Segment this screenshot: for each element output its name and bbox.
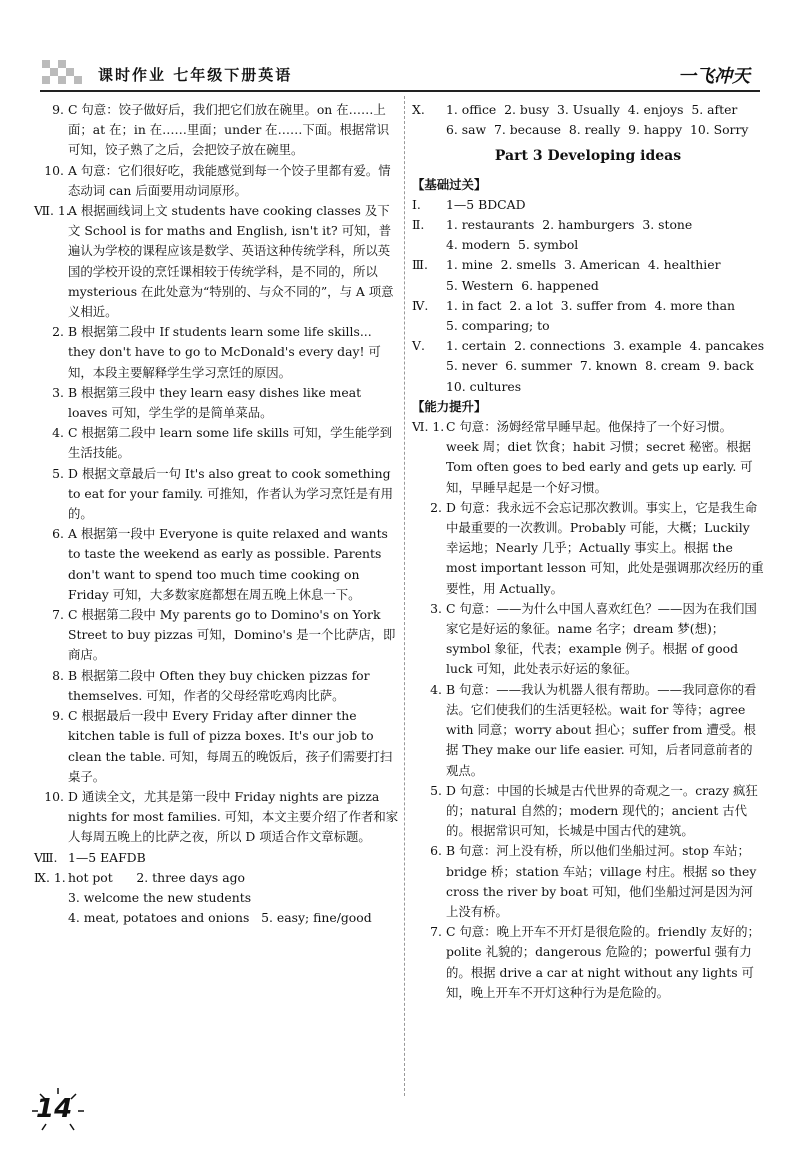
answer-number: 5. xyxy=(52,465,64,481)
right-column xyxy=(412,100,764,1003)
answer-text: C 句意：汤姆经常早睡早起。他保持了一个好习惯。week 周；diet 饮食；habit 习惯；secret 秘密。根据 Tom often goes to bed early and gets up early. 可知，早睡早起是一个好习惯。 xyxy=(446,419,755,495)
answer-line: 1. in fact 2. a lot 3. suffer from 4. more than xyxy=(446,297,735,313)
answer-entry xyxy=(34,524,400,605)
answer-text: 1—5 EAFDB xyxy=(68,849,146,865)
basic-section xyxy=(412,195,764,397)
ability-section xyxy=(412,417,764,1003)
answer-number: Ⅵ. 1. xyxy=(412,419,445,435)
answer-text: 3. welcome the new students xyxy=(68,889,252,905)
answer-entry xyxy=(34,201,400,322)
answer-text: D 句意：我永远不会忘记那次教训。事实上，它是我生命中最重要的一次教训。Probably 可能，大概；Luckily 幸运地；Nearly 几乎；Actually 事实上。根据 the most important lesson 可知，此处是强调那次经历的重要性，用 Actually。 xyxy=(446,499,764,596)
answer-text: A 根据第一段中 Everyone is quite relaxed and wants to taste the weekend as early as possible. Parents don't want to spend too much time cooking on Friday 可知，大多数家庭都想在周五晚上休息一下。 xyxy=(68,526,392,602)
answer-number: 9. xyxy=(52,708,64,724)
part-title: Part 3 Developing ideas xyxy=(494,148,682,165)
answer-number: 2. xyxy=(52,324,64,340)
left-column xyxy=(34,100,400,928)
answer-entry xyxy=(34,787,400,848)
basic-item xyxy=(412,296,764,336)
checker-decoration xyxy=(42,60,90,86)
book-title: 课时作业 七年级下册英语 xyxy=(98,66,293,84)
answer-line: 5. Western 6. happened xyxy=(446,277,599,293)
answer-number: 3. xyxy=(430,600,442,616)
answer-entry xyxy=(34,908,400,928)
answer-entry xyxy=(412,599,764,680)
column-divider xyxy=(404,96,406,1096)
section-number: Ⅲ. xyxy=(412,257,428,273)
answer-number: 4. xyxy=(430,681,442,697)
answer-number: 8. xyxy=(52,667,64,683)
answer-text: B 句意：——我认为机器人很有帮助。——我同意你的看法。它们使我们的生活更轻松。wait for 等待；agree with 同意；worry about 担心；suffer from 遭受。根据 They make our life easier. 可知，后者同意前者的观点。 xyxy=(446,681,757,778)
answer-entry xyxy=(34,423,400,463)
answer-entry xyxy=(412,680,764,781)
answer-text: hot pot 2. three days ago xyxy=(68,869,246,885)
answer-text: B 根据第三段中 they learn easy dishes like meat loaves 可知，学生学的是简单菜品。 xyxy=(68,384,366,421)
answer-number: 3. xyxy=(52,384,64,400)
answer-entry xyxy=(34,888,400,908)
answer-line: 5. comparing; to xyxy=(446,318,550,334)
page-number: 14 xyxy=(36,1094,73,1124)
answer-line: 1. certain 2. connections 3. example 4. pancakes xyxy=(446,338,765,354)
basic-item xyxy=(412,215,764,255)
answer-entry xyxy=(412,417,764,498)
answer-text: D 句意：中国的长城是古代世界的奇观之一。crazy 疯狂的；natural 自然的；modern 现代的；ancient 古代的。根据常识可知，长城是中国古代的建筑。 xyxy=(446,782,758,839)
answer-text: C 根据第二段中 learn some life skills 可知，学生能学到生活技能。 xyxy=(68,425,393,461)
section-number: Ⅰ. xyxy=(412,196,421,212)
basic-item xyxy=(412,255,764,295)
answer-number: 6. xyxy=(430,843,442,859)
basic-item xyxy=(412,336,764,397)
answer-entry xyxy=(34,464,400,525)
answer-number: Ⅷ. xyxy=(34,849,58,865)
basic-item xyxy=(412,195,764,215)
answer-entry xyxy=(34,322,400,383)
answer-text: A 句意：它们很好吃，我能感觉到每一个饺子里都有爱。情态动词 can 后面要用动词原形。 xyxy=(68,162,391,198)
answer-entry xyxy=(34,666,400,706)
answer-text: B 根据第二段中 Often they buy chicken pizzas for themselves. 可知，作者的父母经常吃鸡肉比萨。 xyxy=(68,667,374,703)
answer-number: 2. xyxy=(430,499,442,515)
answer-line: 1. mine 2. smells 3. American 4. healthier xyxy=(446,257,721,273)
answer-number: 7. xyxy=(430,924,442,940)
header-rule xyxy=(40,90,760,92)
answer-entry xyxy=(34,100,400,161)
answer-number: Ⅸ. 1. xyxy=(34,869,66,885)
answer-entry xyxy=(412,841,764,922)
brand-logo: 一飞冲天 xyxy=(678,66,750,87)
basic-label: 【基础过关】 xyxy=(412,176,487,192)
answer-number: Ⅶ. 1. xyxy=(34,203,70,219)
answer-entry xyxy=(34,706,400,787)
answer-number: 10. xyxy=(44,162,64,178)
answer-text: C 根据最后一段中 Every Friday after dinner the kitchen table is full of pizza boxes. It's our job to clean the table. 可知，每周五的晚饭后，孩子们需要打扫桌子。 xyxy=(68,708,393,784)
answer-entry xyxy=(34,848,400,868)
section-number: Ⅴ. xyxy=(412,338,425,354)
ability-label: 【能力提升】 xyxy=(412,398,487,414)
answer-entry xyxy=(412,781,764,842)
answer-number: 7. xyxy=(52,607,64,623)
answer-line: 1—5 BDCAD xyxy=(446,196,526,212)
page-header xyxy=(0,0,800,86)
answer-number: 10. xyxy=(44,788,64,804)
answer-text: C 句意：饺子做好后，我们把它们放在碗里。on 在……上面；at 在；in 在……里面；under 在……下面。根据常识可知，饺子熟了之后，会把饺子放在碗里。 xyxy=(68,102,390,158)
section-number: Ⅳ. xyxy=(412,297,429,313)
answer-line: 1. restaurants 2. hamburgers 3. stone xyxy=(446,217,693,233)
answer-text: C 句意：——为什么中国人喜欢红色？——因为在我们国家它是好运的象征。name 名字；dream 梦(想)；symbol 象征，代表；example 例子。根据 of good luck 可知，此处表示好运的象征。 xyxy=(446,600,757,677)
answer-entry xyxy=(34,383,400,423)
answer-text: D 根据文章最后一句 It's also great to cook something to eat for your family. 可推知，作者认为学习烹饪是有用的。 xyxy=(68,465,395,522)
answer-entry xyxy=(34,161,400,201)
answer-text: C 根据第二段中 My parents go to Domino's on York Street to buy pizzas 可知，Domino's 是一个比萨店，即商店。 xyxy=(68,607,396,663)
answer-entry xyxy=(34,868,400,888)
answer-text: B 句意：河上没有桥，所以他们坐船过河。stop 车站；bridge 桥；station 车站；village 村庄。根据 so they cross the river by boat 可知，他们坐船过河是因为河上没有桥。 xyxy=(446,843,761,919)
answer-number: 6. xyxy=(52,526,64,542)
answer-entry xyxy=(412,498,764,599)
answer-text: C 句意：晚上开车不开灯是很危险的。friendly 友好的；polite 礼貌的；dangerous 危险的；powerful 强有力的。根据 drive a car at night without any lights 可知，晚上开车不开灯这种行为是危险的。 xyxy=(446,924,760,1000)
answer-text: D 通读全文，尤其是第一段中 Friday nights are pizza nights for most families. 可知，本文主要介绍了作者和家人每周五晚上的比萨之夜，所以 D 项适合作文章标题。 xyxy=(68,788,399,845)
answer-line: 10. cultures xyxy=(446,378,522,394)
answer-text: B 根据第二段中 If students learn some life skills... they don't have to go to McDonald's every day! 可知，本段主要解释学生学习烹饪的原因。 xyxy=(68,324,381,380)
section-number: Ⅱ. xyxy=(412,217,425,233)
answer-entry xyxy=(412,922,764,1003)
answer-text: 4. meat, potatoes and onions 5. easy; fine/good xyxy=(68,910,372,926)
answer-text: A 根据画线词上文 students have cooking classes 及下文 School is for maths and English, isn't it? 可知，普遍认为学校的课程应该是数学、英语这种传统学科，所以英国的学校开设的烹饪课相较于传统学科，是不同的，所以 mysterious 在此处意为“特别的、与众不同的”，与 A 项意义相近。 xyxy=(68,203,394,320)
answer-line: 4. modern 5. symbol xyxy=(446,237,579,253)
section-x: Ⅹ. 1. office 2. busy 3. Usually 4. enjoys 5. after 6. saw 7. because 8. really 9. happy 10. Sorry xyxy=(412,102,749,138)
answer-number: 5. xyxy=(430,782,442,798)
answer-number: 9. xyxy=(52,102,64,117)
answer-line: 5. never 6. summer 7. known 8. cream 9. back xyxy=(446,358,754,374)
answer-number: 4. xyxy=(52,425,64,441)
answer-entry xyxy=(34,605,400,666)
